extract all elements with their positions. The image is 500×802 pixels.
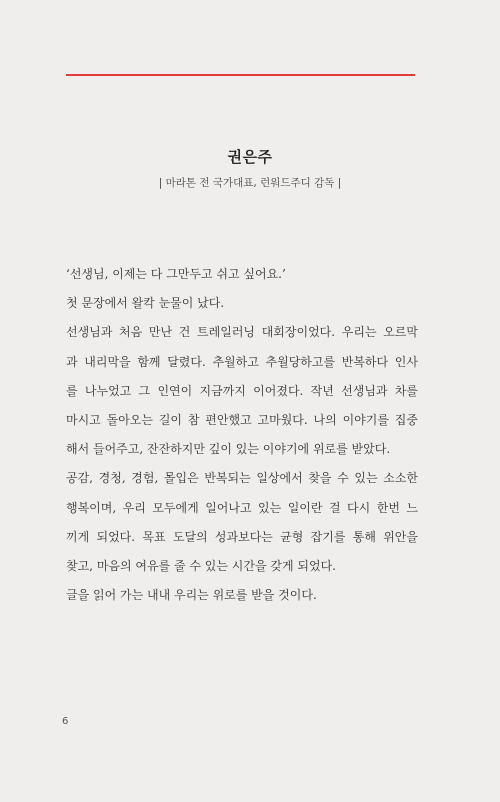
author-title: | 마라톤 전 국가대표, 런워드주디 감독 | bbox=[158, 177, 342, 189]
author-name: 권은주 bbox=[227, 148, 273, 166]
red-divider-line bbox=[66, 74, 415, 76]
body-line: 해서 들어주고, 잔잔하지만 깊이 있는 이야기에 위로를 받았다. bbox=[66, 442, 391, 457]
page-number: 6 bbox=[62, 716, 69, 727]
body-line: 마시고 돌아오는 길이 참 편안했고 고마웠다. 나의 이야기를 집중 bbox=[66, 413, 418, 428]
body-line: ‘선생님, 이제는 다 그만두고 쉬고 싶어요.’ bbox=[66, 267, 286, 281]
body-line: 를 나누었고 그 인연이 지금까지 이어졌다. 작년 선생님과 차를 bbox=[66, 383, 418, 398]
body-line: 공감, 경청, 경험, 몰입은 반복되는 일상에서 찾을 수 있는 소소한 bbox=[66, 471, 418, 486]
body-line: 글을 읽어 가는 내내 우리는 위로를 받을 것이다. bbox=[66, 588, 317, 603]
body-line: 첫 문장에서 왈칵 눈물이 났다. bbox=[66, 296, 225, 311]
body-text bbox=[66, 260, 418, 610]
body-line: 과 내리막을 함께 달렸다. 추월하고 추월당하고를 반복하다 인사 bbox=[66, 354, 418, 369]
body-line: 끼게 되었다. 목표 도달의 성과보다는 균형 잡기를 통해 위안을 bbox=[66, 529, 418, 544]
body-line: 선생님과 처음 만난 건 트레일러닝 대회장이었다. 우리는 오르막 bbox=[66, 325, 418, 340]
body-line: 행복이며, 우리 모두에게 일어나고 있는 일이란 걸 다시 한번 느 bbox=[66, 500, 418, 515]
body-line: 찾고, 마음의 여유를 줄 수 있는 시간을 갖게 되었다. bbox=[66, 559, 336, 574]
